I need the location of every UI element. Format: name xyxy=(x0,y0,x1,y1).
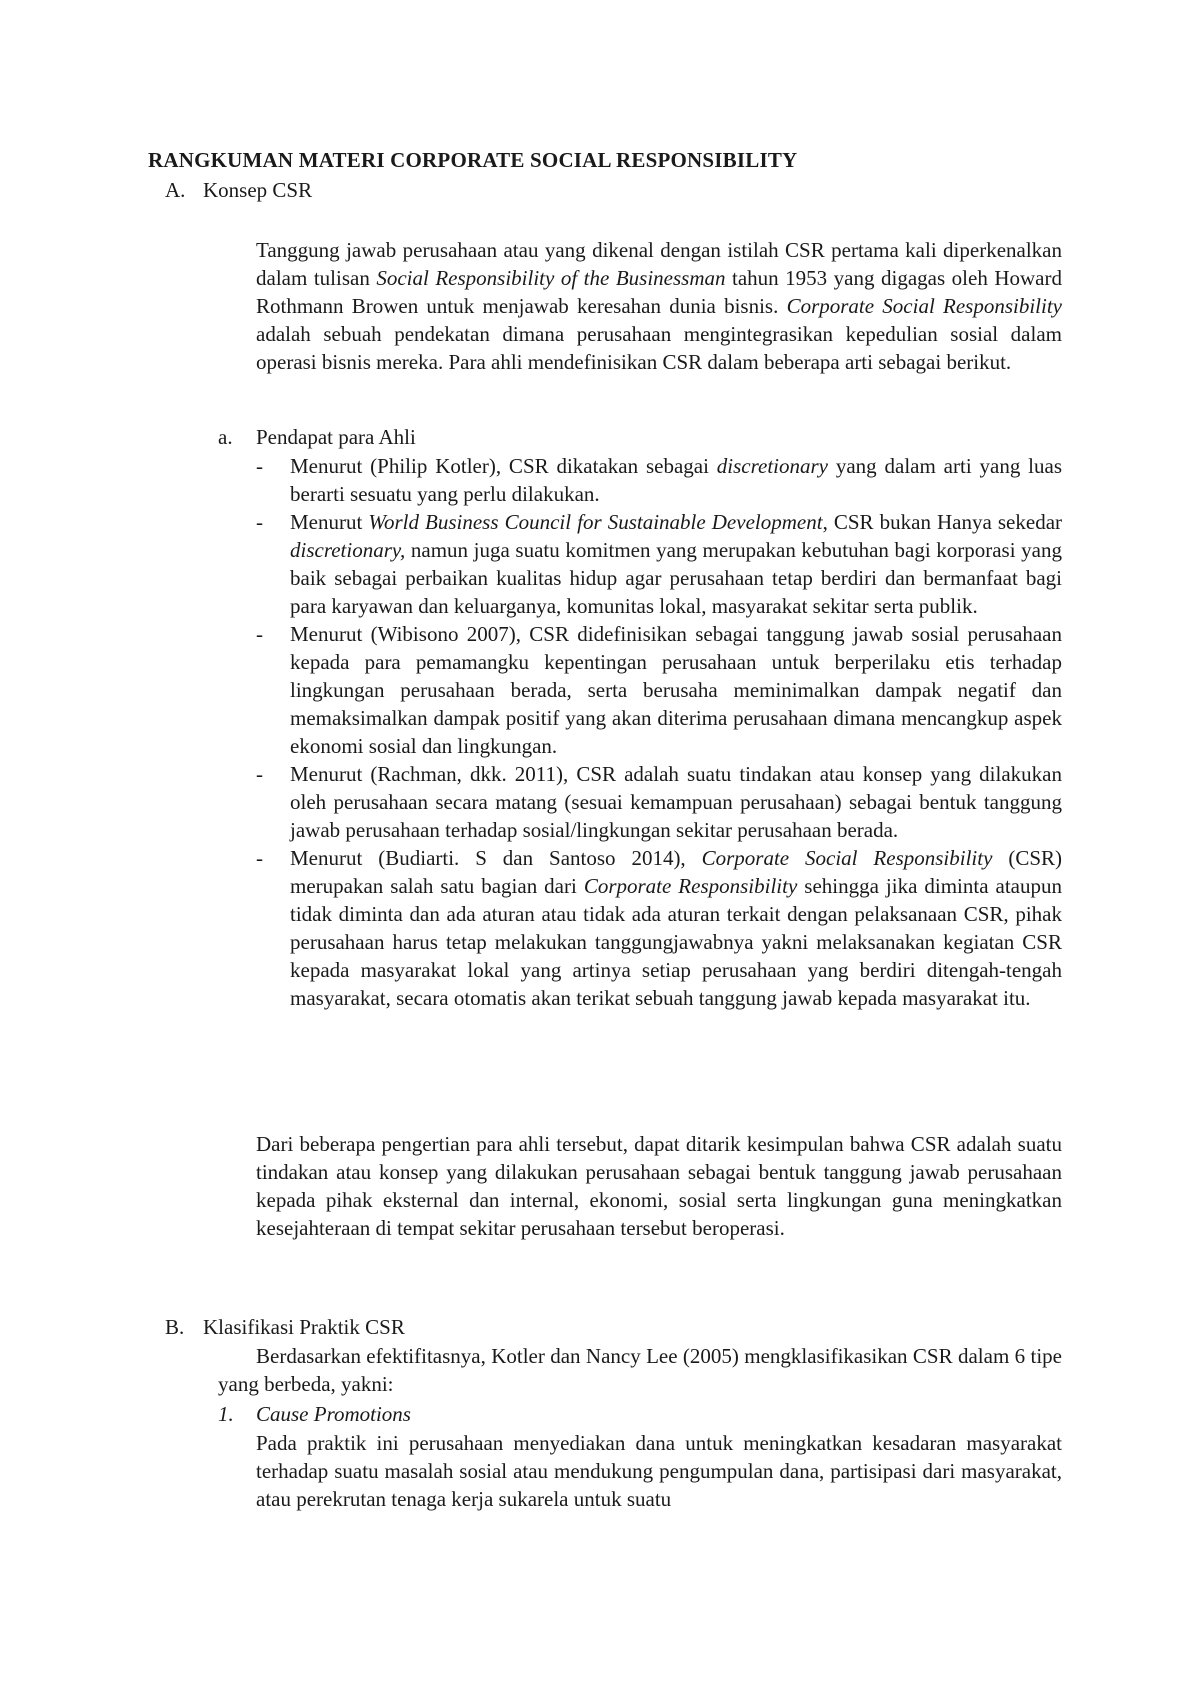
intro-text-1: Tanggung jawab perusahaan atau yang dikenal dengan istilah CSR pertama kali diperkenalkan dalam tulisan xyxy=(256,238,1062,290)
list-item xyxy=(256,452,1062,508)
item-text: Menurut (Philip Kotler), CSR dikatakan sebagai xyxy=(290,454,717,478)
bullet-dash: - xyxy=(256,622,263,646)
subsection-heading xyxy=(218,423,416,451)
item-emphasis: discretionary xyxy=(716,454,828,478)
bullet-dash: - xyxy=(256,846,263,870)
section-b-intro xyxy=(218,1342,1062,1398)
list-item xyxy=(256,844,1062,1012)
type-1-title: Cause Promotions xyxy=(256,1402,411,1426)
list-item xyxy=(256,508,1062,620)
type-1-heading xyxy=(218,1400,411,1428)
type-1-marker: 1. xyxy=(218,1402,234,1426)
intro-text-2: tahun 1953 yang digagas oleh Howard Rothmann Browen untuk menjawab keresahan dunia bisnis. xyxy=(256,266,1062,318)
item-text: sehingga jika diminta ataupun tidak diminta dan ada aturan atau tidak ada aturan terkait dengan pelaksanaan CSR, pihak perusahaan harus tetap melakukan tanggungjawabnya yakni melaksanakan kegiatan CSR kepada masyarakat lokal yang artinya setiap perusahaan yang berdiri ditengah-tengah masyarakat, secara otomatis akan terikat sebuah tanggung jawab kepada masyarakat itu. xyxy=(290,874,1063,1010)
item-text: Menurut (Budiarti. S dan Santoso 2014), xyxy=(290,846,702,870)
subsection-marker: a. xyxy=(218,425,233,449)
item-text: yang dalam arti yang luas berarti sesuatu yang perlu dilakukan. xyxy=(290,454,1063,506)
section-a-intro xyxy=(256,236,1062,376)
intro-book-title: Social Responsibility of the Businessman xyxy=(376,266,726,290)
section-a-title: Konsep CSR xyxy=(203,178,313,202)
item-text: Menurut (Wibisono 2007), CSR didefinisikan sebagai tanggung jawab sosial perusahaan kepada para pemamangku kepentingan perusahaan untuk berperilaku etis terhadap lingkungan perusahaan berada, serta berusaha meminimalkan dampak negatif dan memaksimalkan dampak positif yang akan diterima perusahaan dimana mencangkup aspek ekonomi sosial dan lingkungan. xyxy=(290,622,1062,758)
section-a-heading xyxy=(165,176,312,204)
item-emphasis: discretionary, xyxy=(290,538,406,562)
document-title: RANGKUMAN MATERI CORPORATE SOCIAL RESPONSIBILITY xyxy=(148,148,798,172)
item-emphasis: World Business Council for Sustainable Development xyxy=(368,510,823,534)
section-b-title: Klasifikasi Praktik CSR xyxy=(203,1315,405,1339)
bullet-dash: - xyxy=(256,454,263,478)
intro-term: Corporate Social Responsibility xyxy=(786,294,1062,318)
expert-opinion-list xyxy=(256,452,1062,1012)
bullet-dash: - xyxy=(256,762,263,786)
section-b-marker: B. xyxy=(165,1315,185,1339)
list-item xyxy=(256,620,1062,760)
section-a-marker: A. xyxy=(165,178,186,202)
item-emphasis: Corporate Social Responsibility xyxy=(701,846,993,870)
section-b-heading xyxy=(165,1313,405,1341)
item-text: Menurut (Rachman, dkk. 2011), CSR adalah suatu tindakan atau konsep yang dilakukan oleh perusahaan secara matang (sesuai kemampuan perusahaan) sebagai bentuk tanggung jawab perusahaan terhadap sosial/lingkungan sekitar perusahaan berada. xyxy=(290,762,1062,842)
section-b-intro-text: Berdasarkan efektifitasnya, Kotler dan Nancy Lee (2005) mengklasifikasikan CSR dalam 6 tipe yang berbeda, yakni: xyxy=(218,1344,1062,1396)
item-text: namun juga suatu komitmen yang merupakan kebutuhan bagi korporasi yang baik sebagai perbaikan kualitas hidup agar perusahaan tetap berdiri dan bermanfaat bagi para karyawan dan keluarganya, komunitas lokal, masyarakat sekitar serta publik. xyxy=(290,538,1062,618)
bullet-dash: - xyxy=(256,510,263,534)
intro-text-3: adalah sebuah pendekatan dimana perusahaan mengintegrasikan kepedulian sosial dalam operasi bisnis mereka. Para ahli mendefinisikan CSR dalam beberapa arti sebagai berikut. xyxy=(256,322,1062,374)
subsection-title: Pendapat para Ahli xyxy=(256,425,416,449)
type-1-text: Pada praktik ini perusahaan menyediakan dana untuk meningkatkan kesadaran masyarakat terhadap suatu masalah sosial atau mendukung pengumpulan dana, partisipasi dari masyarakat, atau perekrutan tenaga kerja sukarela untuk suatu xyxy=(256,1431,1062,1511)
item-text: (CSR) merupakan salah satu bagian dari xyxy=(290,846,1063,898)
item-emphasis: Corporate Responsibility xyxy=(583,874,798,898)
item-text: Menurut xyxy=(290,510,369,534)
section-a-conclusion: Dari beberapa pengertian para ahli tersebut, dapat ditarik kesimpulan bahwa CSR adalah suatu tindakan atau konsep yang dilakukan perusahaan sebagai bentuk tanggung jawab perusahaan kepada pihak eksternal dan internal, ekonomi, sosial serta lingkungan guna meningkatkan kesejahteraan di tempat sekitar perusahaan tersebut beroperasi. xyxy=(256,1132,1062,1240)
list-item xyxy=(256,760,1062,844)
item-text: , CSR bukan Hanya sekedar xyxy=(822,510,1063,534)
